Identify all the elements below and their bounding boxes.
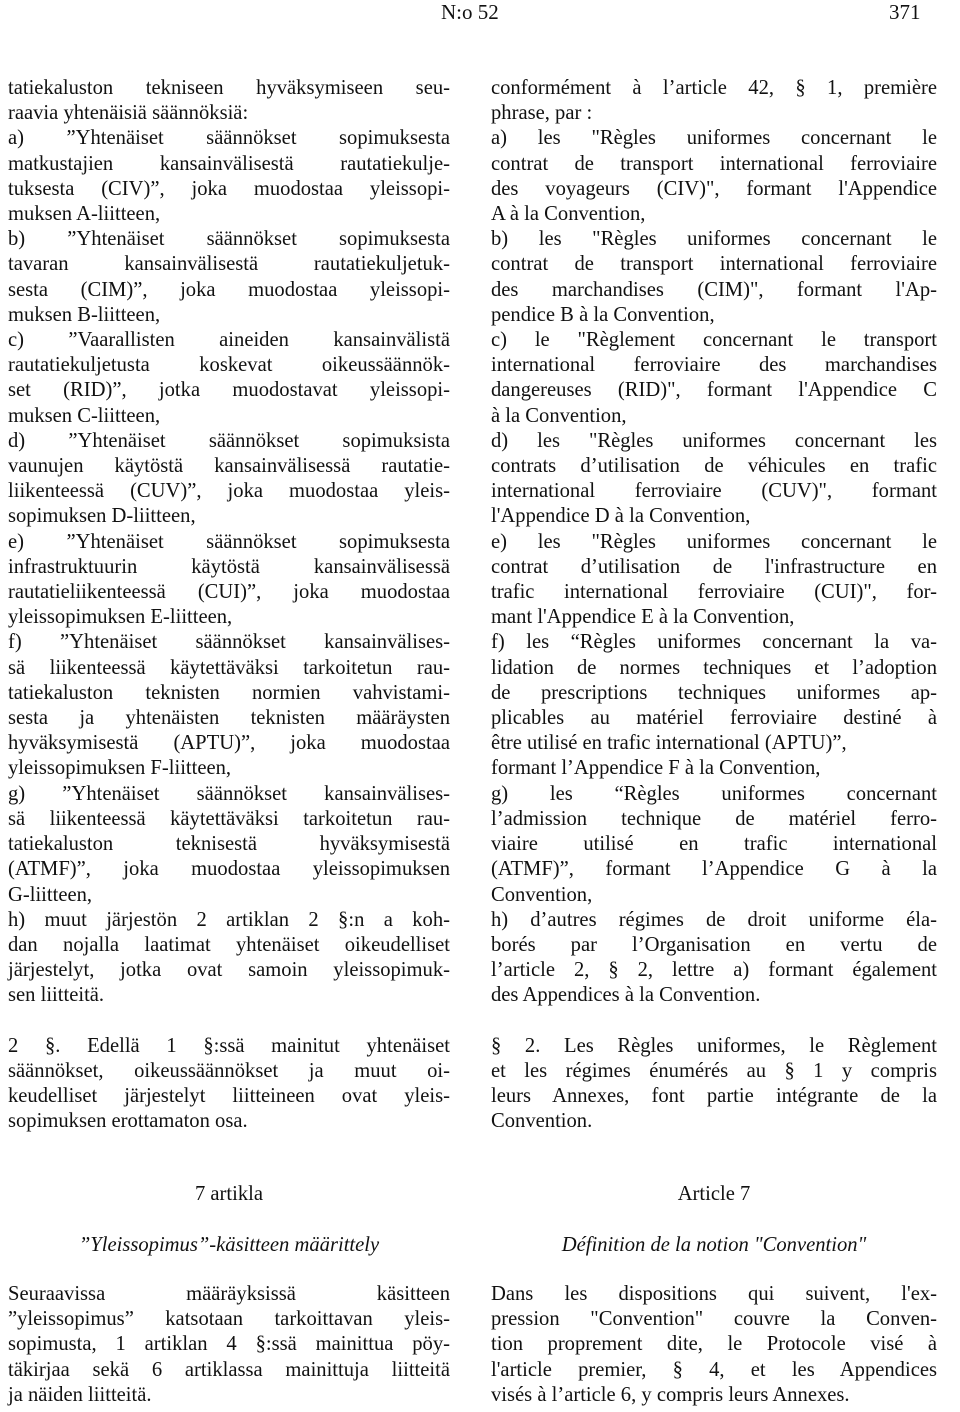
text-line: muksen B-liitteen, xyxy=(8,303,161,326)
text-line: lidation de normes techniques et l’adoption xyxy=(491,656,937,679)
text-line: dangereuses (RID)", formant l'Appendice C xyxy=(491,379,937,402)
text-line: mant l'Appendice E à la Convention, xyxy=(491,606,795,629)
text-line: infrastruktuurin käytöstä kansainvälisessä xyxy=(8,555,450,578)
text-line: sä liikenteessä käytettäväksi tarkoitetun rau- xyxy=(8,807,450,830)
text-line: ja näiden liitteitä. xyxy=(8,1383,152,1406)
finnish-paragraph-1 xyxy=(8,76,450,1009)
page-number: 371 xyxy=(889,0,921,24)
text-line: g) ”Yhtenäiset säännökset kansainvälises- xyxy=(8,782,450,805)
text-line: f) ”Yhtenäiset säännökset kansainvälises- xyxy=(8,631,450,654)
text-line: des Appendices à la Convention. xyxy=(491,984,761,1007)
text-line: b) ”Yhtenäiset säännökset sopimuksesta xyxy=(8,228,450,251)
text-line: 2 §. Edellä 1 §:ssä mainitut yhtenäiset xyxy=(8,1034,450,1057)
text-line: tuksesta (CIV)”, joka muodostaa yleissopi- xyxy=(8,177,450,200)
french-paragraph-1 xyxy=(491,76,937,1009)
text-line: pression "Convention" couvre la Conven- xyxy=(491,1308,937,1331)
text-line: raavia yhtenäisiä säännöksiä: xyxy=(8,102,249,125)
text-line: viaire utilisé en trafic international xyxy=(491,833,937,856)
page-header-issue: N:o 52 xyxy=(441,0,499,24)
text-line: liikenteessä (CUV)”, joka muodostaa yleis- xyxy=(8,480,450,503)
text-line: international ferroviaire (CUV)", formant xyxy=(491,480,937,503)
text-line: c) le "Règlement concernant le transport xyxy=(491,329,937,352)
text-line: d) ”Yhtenäiset säännökset sopimuksista xyxy=(8,429,450,452)
text-line: järjestelyt, jotka ovat samoin yleissopimuk- xyxy=(8,959,450,982)
text-line: h) muut järjestön 2 artiklan 2 §:n a koh- xyxy=(8,908,450,931)
text-line: trafic international ferroviaire (CUI)", for- xyxy=(491,581,937,604)
french-article-number: Article 7 xyxy=(677,1183,751,1205)
text-line: borés par l’Organisation en vertu de xyxy=(491,933,937,956)
text-line: e) les "Règles uniformes concernant le xyxy=(491,530,937,553)
text-line: yleissopimuksen F-liitteen, xyxy=(8,757,232,780)
french-article-title: Définition de la notion "Convention" xyxy=(561,1234,867,1256)
text-line: tatiekaluston teknisten normien vahvistami- xyxy=(8,681,450,704)
text-line: contrat de transport international ferroviaire xyxy=(491,152,937,175)
text-line: Convention, xyxy=(491,883,593,906)
text-line: muksen C-liitteen, xyxy=(8,404,161,427)
text-line: Dans les dispositions qui suivent, l'ex- xyxy=(491,1283,937,1305)
text-line: dan nojalla laatimat yhtenäiset oikeudelliset xyxy=(8,933,450,956)
text-line: muksen A-liitteen, xyxy=(8,203,161,226)
text-line: Convention. xyxy=(491,1110,593,1133)
text-line: Seuraavissa määräyksissä käsitteen xyxy=(8,1283,450,1305)
text-line: à la Convention, xyxy=(491,404,627,427)
text-line: G-liitteen, xyxy=(8,883,93,906)
text-line: formant l’Appendice F à la Convention, xyxy=(491,757,821,780)
text-line: leurs Annexes, font partie intégrante de la xyxy=(491,1084,937,1107)
text-line: des voyageurs (CIV)", formant l'Appendice xyxy=(491,177,937,200)
text-line: être utilisé en trafic international (APTU)”, xyxy=(491,732,847,755)
text-line: conformément à l’article 42, § 1, première xyxy=(491,77,937,99)
text-line: sen liitteitä. xyxy=(8,984,105,1007)
text-line: keudelliset järjestelyt liitteineen ovat yleis- xyxy=(8,1084,450,1107)
finnish-article-title: ”Yleissopimus”-käsitteen määrittely xyxy=(78,1234,380,1256)
text-line: täkirjaa sekä 6 artiklassa mainittuja liitteitä xyxy=(8,1358,450,1381)
text-line: sä liikenteessä käytettäväksi tarkoitetun rau- xyxy=(8,656,450,679)
text-line: a) ”Yhtenäiset säännökset sopimuksesta xyxy=(8,127,450,150)
text-line: b) les "Règles uniformes concernant le xyxy=(491,228,937,251)
text-line: et les régimes énumérés au § 1 y compris xyxy=(491,1059,937,1082)
text-line: plicables au matériel ferroviaire destiné à xyxy=(491,707,937,730)
text-line: A à la Convention, xyxy=(491,203,646,226)
text-line: visés à l’article 6, y compris leurs Annexes. xyxy=(491,1383,850,1406)
text-line: l’article 2, § 2, lettre a) formant également xyxy=(491,959,937,982)
text-line: vaunujen käytöstä kansainvälisessä rautatie- xyxy=(8,455,450,478)
text-line: sesta ja yhtenäisten teknisten määräysten xyxy=(8,707,450,730)
text-line: contrat de transport international ferroviaire xyxy=(491,253,937,276)
text-line: de prescriptions techniques uniformes ap- xyxy=(491,681,937,704)
text-line: säännökset, oikeussäännökset ja muut oi- xyxy=(8,1059,450,1082)
text-line: phrase, par : xyxy=(491,102,593,125)
text-line: (ATMF)”, joka muodostaa yleissopimuksen xyxy=(8,858,450,881)
text-line: tion proprement dite, le Protocole visé à xyxy=(491,1333,937,1356)
text-line: tavaran kansainvälisestä rautatiekuljetuk- xyxy=(8,253,450,276)
french-article-body xyxy=(491,1282,937,1408)
text-line: sesta (CIM)”, joka muodostaa yleissopi- xyxy=(8,278,450,301)
text-line: c) ”Vaarallisten aineiden kansainvälistä xyxy=(8,329,450,352)
finnish-article-body xyxy=(8,1282,450,1408)
text-line: § 2. Les Règles uniformes, le Règlement xyxy=(491,1034,937,1057)
text-line: l'Appendice D à la Convention, xyxy=(491,505,751,528)
text-line: rautatiekuljetusta koskevat oikeussäännök- xyxy=(8,354,450,377)
text-line: f) les “Règles uniformes concernant la va- xyxy=(491,631,937,654)
text-line: matkustajien kansainvälisestä rautatiekulje- xyxy=(8,152,450,175)
text-line: yleissopimuksen E-liitteen, xyxy=(8,606,233,629)
text-line: ”yleissopimus” katsotaan tarkoittavan yleis- xyxy=(8,1308,450,1331)
text-line: hyväksymisestä (APTU)”, joka muodostaa xyxy=(8,732,450,755)
text-line: rautatieliikenteessä (CUI)”, joka muodostaa xyxy=(8,581,450,604)
text-line: e) ”Yhtenäiset säännökset sopimuksesta xyxy=(8,530,450,553)
finnish-paragraph-2 xyxy=(8,1034,450,1135)
text-line: d) les "Règles uniformes concernant les xyxy=(491,429,937,452)
french-paragraph-2 xyxy=(491,1034,937,1135)
text-line: sopimuksen D-liitteen, xyxy=(8,505,196,528)
text-line: sopimuksen erottamaton osa. xyxy=(8,1110,248,1133)
text-line: tatiekaluston tekniseen hyväksymiseen seu- xyxy=(8,77,450,99)
text-line: (ATMF)”, formant l’Appendice G à la xyxy=(491,858,937,881)
text-line: l’admission technique de matériel ferro- xyxy=(491,807,937,830)
text-line: contrat d’utilisation de l'infrastructure en xyxy=(491,555,937,578)
text-line: set (RID)”, jotka muodostavat yleissopi- xyxy=(8,379,450,402)
text-line: sopimusta, 1 artiklan 4 §:ssä mainittua pöy- xyxy=(8,1333,450,1356)
text-line: h) d’autres régimes de droit uniforme éla- xyxy=(491,908,937,931)
text-line: des marchandises (CIM)", formant l'Ap- xyxy=(491,278,937,301)
finnish-main-text xyxy=(8,76,450,1134)
french-main-text xyxy=(491,76,937,1134)
text-line: a) les "Règles uniformes concernant le xyxy=(491,127,937,150)
text-line: tatiekaluston teknisestä hyväksymisestä xyxy=(8,833,450,856)
text-line: contrats d’utilisation de véhicules en trafic xyxy=(491,455,937,478)
text-line: international ferroviaire des marchandises xyxy=(491,354,937,377)
text-line: g) les “Règles uniformes concernant xyxy=(491,782,937,805)
text-line: pendice B à la Convention, xyxy=(491,303,715,326)
finnish-article-number: 7 artikla xyxy=(194,1183,264,1205)
text-line: l'article premier, § 4, et les Appendices xyxy=(491,1358,937,1381)
